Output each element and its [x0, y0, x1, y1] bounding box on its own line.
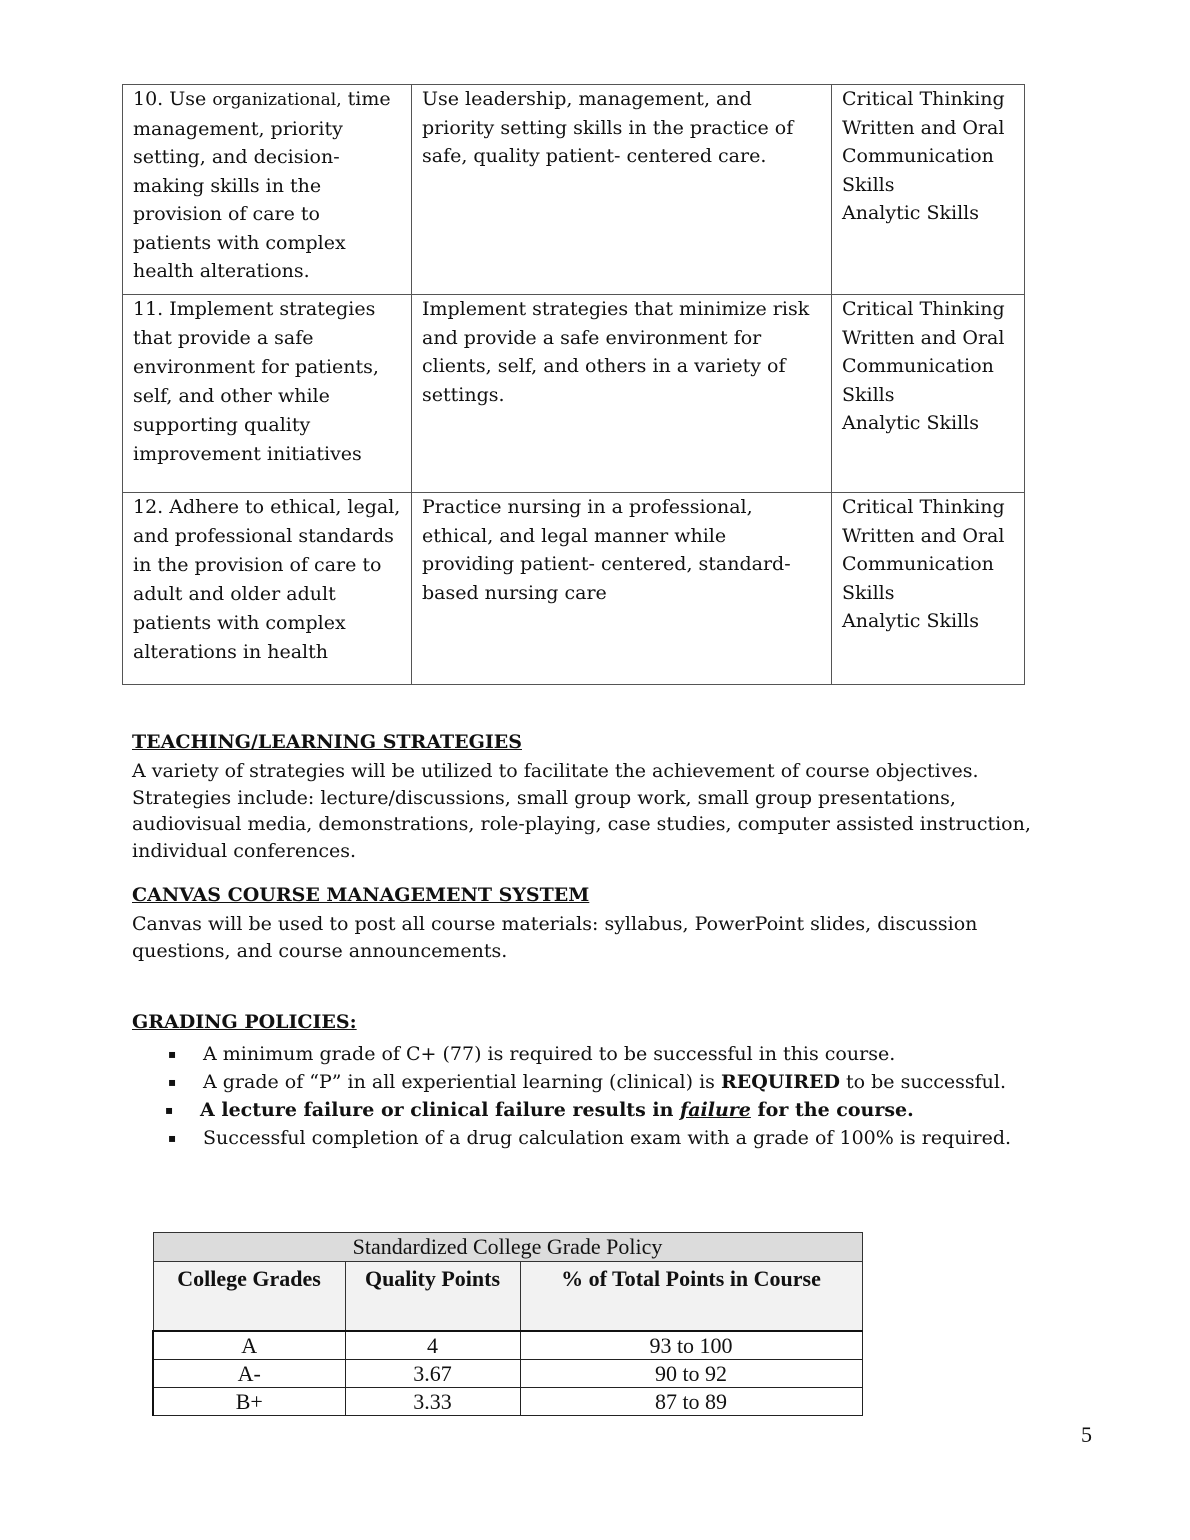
competency: Skills: [842, 173, 895, 196]
percent-range-cell: 93 to 100: [520, 1331, 862, 1360]
objective-cell: [123, 85, 412, 295]
objectives-table: [122, 84, 1025, 685]
grade-table-header-row: [153, 1262, 862, 1332]
objectives-row: [123, 493, 1025, 685]
competency: Written and Oral: [842, 326, 1005, 349]
objective-cell: 12. Adhere to ethical, legal, and professional standards in the provision of care to adult and older adult patients with complex alterations in health: [123, 493, 412, 685]
competency: Critical Thinking: [842, 88, 1005, 110]
policy-emphasis: REQUIRED: [720, 1071, 840, 1093]
bullet-square-icon: ▪: [168, 1075, 177, 1089]
grading-section-title: GRADING POLICIES:: [132, 1011, 357, 1033]
quality-points-cell: 3.33: [345, 1388, 520, 1416]
list-item: [168, 1124, 1068, 1152]
policy-text-end: for the course.: [750, 1099, 914, 1121]
table-row: [153, 1331, 862, 1360]
competency: Communication: [842, 355, 994, 377]
column-header: College Grades: [153, 1262, 345, 1332]
objective-text: 10. Use organizational, time management, priority setting, and decision-making skills in the provision of care to patients with complex health alterations.: [133, 88, 391, 282]
competencies-cell: [832, 295, 1025, 493]
policy-text: A grade of “P” in all experiential learning (clinical) is: [203, 1071, 721, 1093]
grade-table-caption: Standardized College Grade Policy: [153, 1233, 862, 1262]
bullet-square-icon: ▪: [168, 1047, 177, 1061]
competency: Critical Thinking: [842, 298, 1005, 320]
objectives-row: [123, 85, 1025, 295]
outcome-cell: Practice nursing in a professional, ethical, and legal manner while providing patient- centered, standard-based nursing care: [412, 493, 832, 685]
percent-range-cell: 90 to 92: [520, 1360, 862, 1388]
outcome-cell: Use leadership, management, and priority setting skills in the practice of safe, quality patient- centered care.: [412, 85, 832, 295]
policy-text: Successful completion of a drug calculation exam with a grade of 100% is required.: [203, 1127, 1012, 1149]
policy-text-end: to be successful.: [839, 1071, 1006, 1093]
failure-emphasis: failure: [680, 1099, 751, 1121]
competency: Analytic Skills: [842, 610, 979, 632]
list-item: [165, 1096, 1068, 1124]
canvas-section-title: CANVAS COURSE MANAGEMENT SYSTEM: [132, 884, 590, 906]
outcome-cell: Implement strategies that minimize risk and provide a safe environment for clients, self, and others in a variety of settings.: [412, 295, 832, 493]
bullet-square-icon: ▪: [168, 1131, 177, 1145]
quality-points-cell: 4: [345, 1331, 520, 1360]
competencies-cell: [832, 493, 1025, 685]
competency: Skills: [842, 581, 895, 604]
table-row: [153, 1360, 862, 1388]
table-row: [153, 1388, 862, 1416]
competency: Skills: [842, 383, 895, 406]
quality-points-cell: 3.67: [345, 1360, 520, 1388]
page-number: 5: [1081, 1422, 1092, 1447]
teaching-section-title: TEACHING/LEARNING STRATEGIES: [132, 731, 522, 753]
grade-policy-table: [152, 1232, 863, 1416]
grade-cell: B+: [153, 1388, 345, 1416]
competency: Written and Oral: [842, 524, 1005, 547]
objectives-row: [123, 295, 1025, 493]
list-item: [168, 1040, 1068, 1068]
column-header: Quality Points: [345, 1262, 520, 1332]
competencies-cell: [832, 85, 1025, 295]
grade-cell: A: [153, 1331, 345, 1360]
competency: Communication: [842, 553, 994, 575]
objective-cell: 11. Implement strategies that provide a safe environment for patients, self, and other while supporting quality improvement initiatives: [123, 295, 412, 493]
grading-policy-list: [165, 1040, 1068, 1152]
competency: Written and Oral: [842, 116, 1005, 139]
policy-text: A lecture failure or clinical failure results in: [200, 1099, 681, 1121]
policy-text: A minimum grade of C+ (77) is required to be successful in this course.: [203, 1043, 896, 1065]
canvas-section-body: Canvas will be used to post all course materials: syllabus, PowerPoint slides, discussion questions, and course announcements.: [132, 913, 978, 962]
list-item: [168, 1068, 1068, 1096]
teaching-section-body: A variety of strategies will be utilized to facilitate the achievement of course objectives. Strategies include: lecture/discussions, small group work, small group presentations, audiovisual media, demonstrations, role-playing, case studies, computer assisted instruction, individual conferences.: [132, 760, 1031, 862]
competency: Critical Thinking: [842, 496, 1005, 518]
competency: Communication: [842, 145, 994, 167]
competency: Analytic Skills: [842, 202, 979, 224]
competency: Analytic Skills: [842, 412, 979, 434]
bullet-square-icon: ▪: [165, 1103, 174, 1117]
column-header: % of Total Points in Course: [520, 1262, 862, 1332]
percent-range-cell: 87 to 89: [520, 1388, 862, 1416]
grade-table-caption-row: [153, 1233, 862, 1262]
grade-cell: A-: [153, 1360, 345, 1388]
